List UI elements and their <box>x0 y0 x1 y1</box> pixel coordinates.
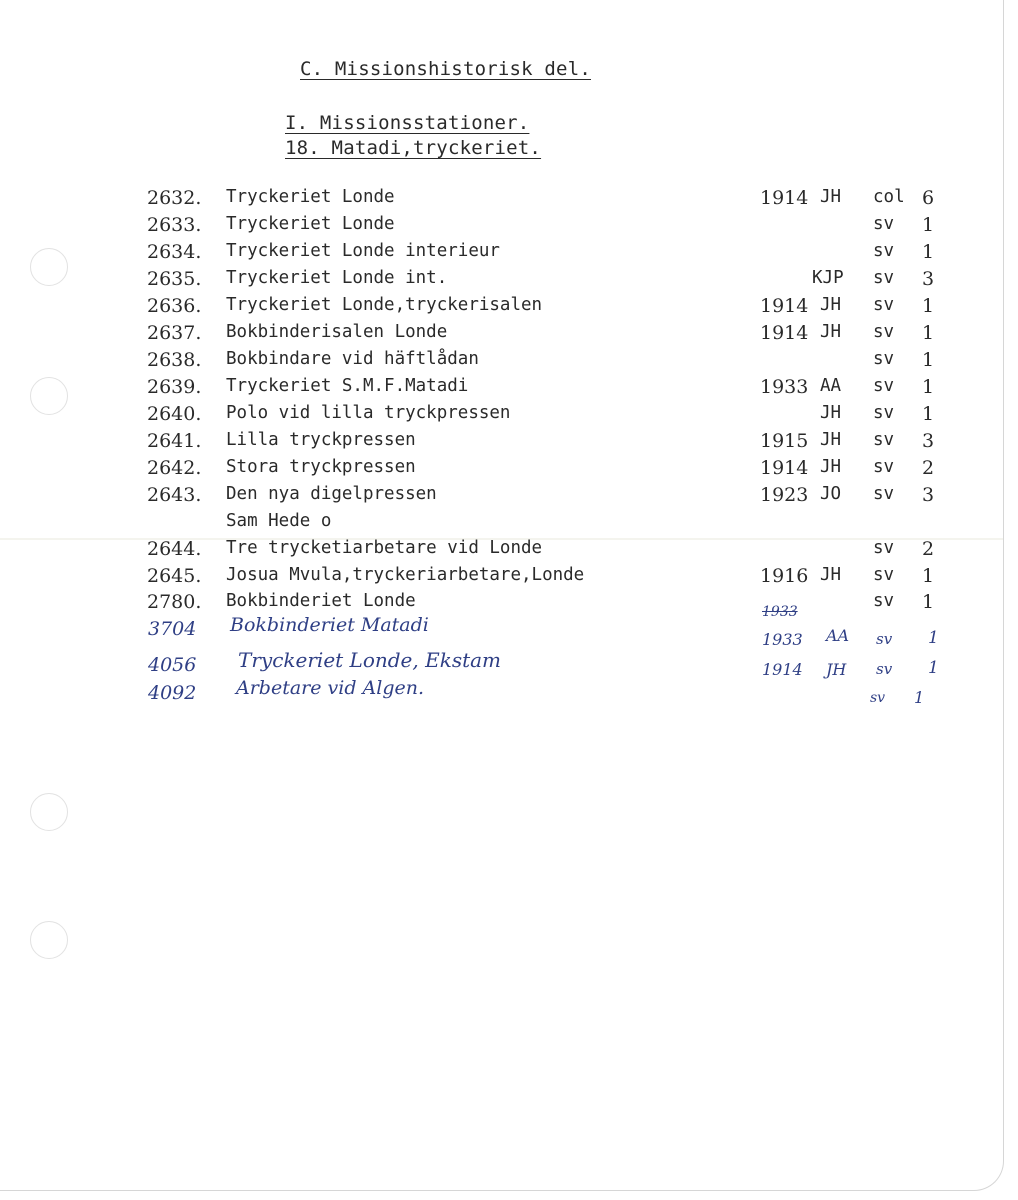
handwritten-year: 1914 <box>762 660 803 679</box>
entry-count: 2 <box>922 538 935 560</box>
entry-count: 3 <box>922 268 935 290</box>
entry-title: Tre trycketiarbetare vid Londe <box>226 538 543 558</box>
entry-kind: sv <box>873 241 895 261</box>
entry-number: 2640. <box>147 403 202 425</box>
entry-title: Tryckeriet Londe interieur <box>226 241 500 261</box>
entry-number: 2780. <box>147 591 202 613</box>
entry-count: 1 <box>922 591 935 613</box>
entry-year: 1914 <box>760 187 809 209</box>
entry-title: Lilla tryckpressen <box>226 430 416 450</box>
entry-year: 1915 <box>760 430 809 452</box>
entry-count: 1 <box>922 214 935 236</box>
entry-count: 1 <box>922 565 935 587</box>
entry-number: 2639. <box>147 376 202 398</box>
entry-title: Den nya digelpressen <box>226 484 437 504</box>
entry-title: Tryckeriet Londe int. <box>226 268 448 288</box>
handwritten-count: 1 <box>914 688 925 707</box>
station-heading: 18. Matadi,tryckeriet. <box>285 137 542 159</box>
entry-title: Bokbinderiet Londe <box>226 591 416 611</box>
handwritten-number: 4092 <box>148 682 197 704</box>
entry-number: 2638. <box>147 349 202 371</box>
handwritten-kind: sv <box>876 630 893 648</box>
punch-hole <box>30 921 68 959</box>
entry-count: 1 <box>922 295 935 317</box>
entry-number: 2632. <box>147 187 202 209</box>
entry-initials: JH <box>820 565 842 585</box>
entry-row <box>0 430 1003 457</box>
entry-year: 1914 <box>760 295 809 317</box>
entry-row <box>0 214 1003 241</box>
handwritten-year: 1933 <box>762 630 803 649</box>
handwritten-count: 1 <box>928 628 939 648</box>
entry-title: Bokbindare vid häftlådan <box>226 349 479 369</box>
entry-kind: sv <box>873 430 895 450</box>
entry-kind: sv <box>873 457 895 477</box>
entry-kind: sv <box>873 268 895 288</box>
entry-kind: sv <box>873 295 895 315</box>
entry-row <box>0 241 1003 268</box>
entry-kind: sv <box>873 214 895 234</box>
entry-count: 1 <box>922 349 935 371</box>
entry-count: 2 <box>922 457 935 479</box>
entry-kind: sv <box>873 484 895 504</box>
entry-number: 2644. <box>147 538 202 560</box>
entry-kind: sv <box>873 349 895 369</box>
entry-title: Tryckeriet Londe <box>226 214 395 234</box>
section-heading: C. Missionshistorisk del. <box>300 58 591 80</box>
entry-number: 2634. <box>147 241 202 263</box>
entry-year: 1923 <box>760 484 809 506</box>
entry-title: Tryckeriet Londe <box>226 187 395 207</box>
entry-row <box>0 403 1003 430</box>
entry-title: Sam Hede o <box>226 511 332 531</box>
entry-count: 1 <box>922 322 935 344</box>
punch-hole <box>30 793 68 831</box>
entry-title: Stora tryckpressen <box>226 457 416 477</box>
entry-title: Tryckeriet S.M.F.Matadi <box>226 376 469 396</box>
entry-number: 2636. <box>147 295 202 317</box>
entry-count: 1 <box>922 241 935 263</box>
entry-count: 3 <box>922 484 935 506</box>
entry-kind: sv <box>873 591 895 611</box>
entry-kind: sv <box>873 538 895 558</box>
handwritten-struck-year: 1933 <box>762 604 798 620</box>
entry-year: 1914 <box>760 457 809 479</box>
entry-initials: JH <box>820 403 842 423</box>
entry-number: 2637. <box>147 322 202 344</box>
entry-number: 2635. <box>147 268 202 290</box>
handwritten-count: 1 <box>928 658 939 678</box>
handwritten-kind: sv <box>870 690 886 706</box>
entry-initials: JH <box>820 457 842 477</box>
entry-initials: AA <box>820 376 842 396</box>
entry-row <box>0 484 1003 511</box>
entry-kind: sv <box>873 403 895 423</box>
handwritten-initials: JH <box>826 660 847 679</box>
entry-count: 6 <box>922 187 935 209</box>
entry-year: 1933 <box>760 376 809 398</box>
entry-row <box>0 268 1003 295</box>
entry-row <box>0 565 1003 592</box>
entry-title: Josua Mvula,tryckeriarbetare,Londe <box>226 565 585 585</box>
entry-number: 2633. <box>147 214 202 236</box>
entry-year: 1914 <box>760 322 809 344</box>
entry-row <box>0 349 1003 376</box>
entry-initials: KJP <box>812 268 844 288</box>
entry-row <box>0 591 1003 618</box>
entry-number: 2641. <box>147 430 202 452</box>
entry-initials: JH <box>820 430 842 450</box>
entry-title: Tryckeriet Londe,tryckerisalen <box>226 295 543 315</box>
entry-row <box>0 376 1003 403</box>
handwritten-number: 4056 <box>148 654 197 676</box>
entry-kind: col <box>873 187 905 207</box>
entry-count: 3 <box>922 430 935 452</box>
entry-number: 2642. <box>147 457 202 479</box>
entry-count: 1 <box>922 376 935 398</box>
handwritten-kind: sv <box>876 660 893 678</box>
entry-row <box>0 457 1003 484</box>
entry-initials: JH <box>820 295 842 315</box>
entry-row <box>0 187 1003 214</box>
entry-row <box>0 511 1003 538</box>
handwritten-number: 3704 <box>148 618 197 640</box>
entry-count: 1 <box>922 403 935 425</box>
entry-initials: JH <box>820 322 842 342</box>
handwritten-title: Arbetare vid Algen. <box>236 677 425 699</box>
entry-number: 2643. <box>147 484 202 506</box>
entry-number: 2645. <box>147 565 202 587</box>
entry-kind: sv <box>873 565 895 585</box>
entry-kind: sv <box>873 322 895 342</box>
handwritten-title: Tryckeriet Londe, Ekstam <box>238 648 502 672</box>
subsection-heading: I. Missionsstationer. <box>285 112 530 134</box>
entry-initials: JH <box>820 187 842 207</box>
entry-row <box>0 322 1003 349</box>
handwritten-initials: AA <box>826 626 850 645</box>
entry-kind: sv <box>873 376 895 396</box>
entry-row <box>0 538 1003 565</box>
entry-title: Bokbinderisalen Londe <box>226 322 448 342</box>
entry-year: 1916 <box>760 565 809 587</box>
handwritten-title: Bokbinderiet Matadi <box>230 614 429 636</box>
entry-initials: JO <box>820 484 842 504</box>
entry-row <box>0 295 1003 322</box>
entry-title: Polo vid lilla tryckpressen <box>226 403 511 423</box>
